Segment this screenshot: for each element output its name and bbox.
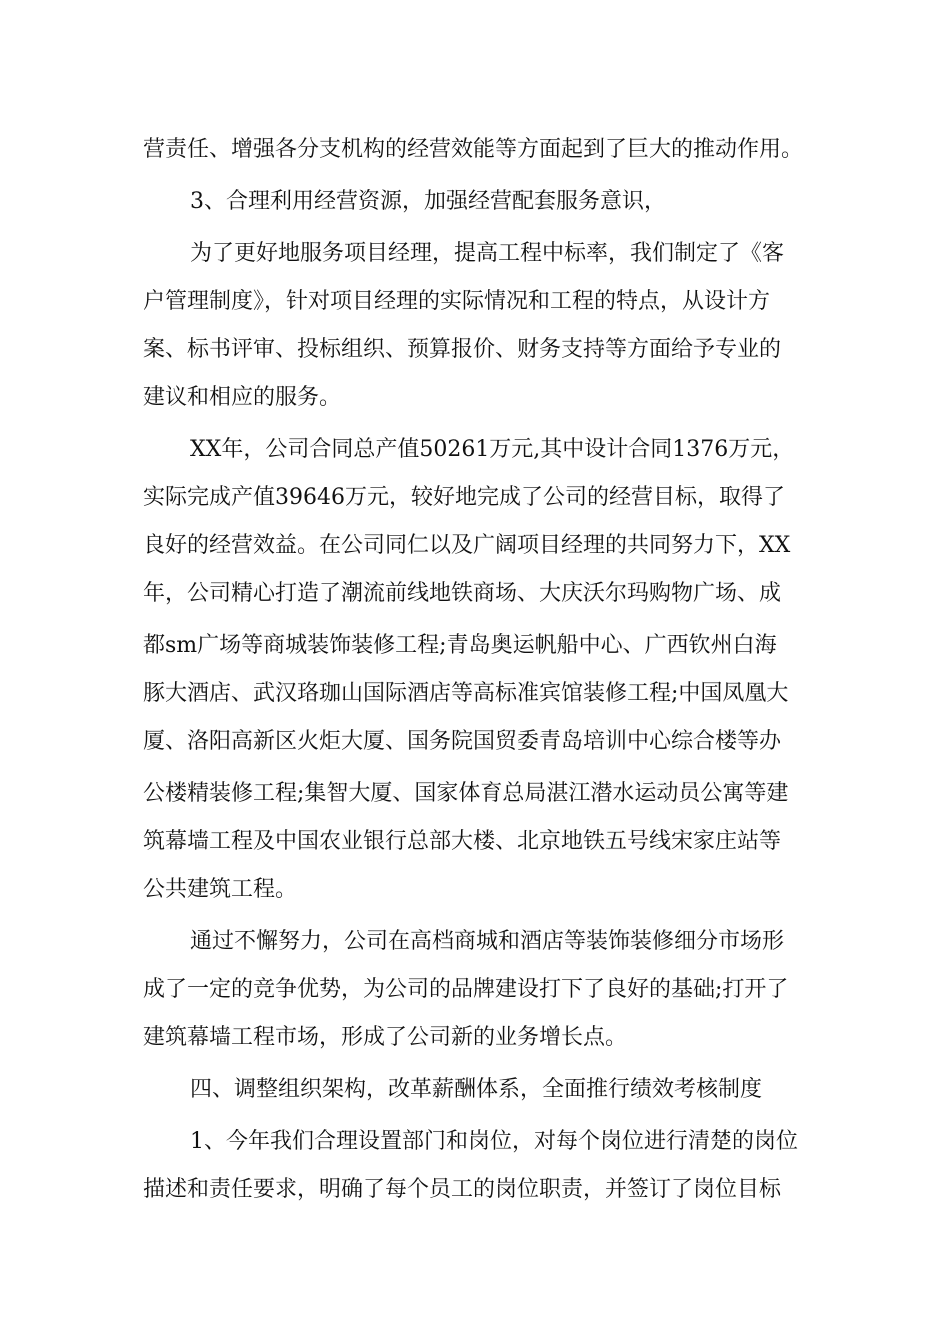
text-line: 实际完成产值39646万元，较好地完成了公司的经营目标，取得了 <box>143 485 785 510</box>
text-line: 公楼精装修工程;集智大厦、国家体育总局湛江潜水运动员公寓等建 <box>143 781 789 806</box>
text-line: 筑幕墙工程及中国农业银行总部大楼、北京地铁五号线宋家庄站等 <box>143 829 782 854</box>
text-line: 描述和责任要求，明确了每个员工的岗位职责，并签订了岗位目标 <box>143 1177 782 1202</box>
text-line: 建议和相应的服务。 <box>143 385 342 410</box>
text-line: 建筑幕墙工程市场，形成了公司新的业务增长点。 <box>143 1025 628 1050</box>
text-line: 成了一定的竞争优势，为公司的品牌建设打下了良好的基础;打开了 <box>143 977 789 1002</box>
text-line: 年，公司精心打造了潮流前线地铁商场、大庆沃尔玛购物广场、成 <box>143 581 782 606</box>
text-line: 为了更好地服务项目经理，提高工程中标率，我们制定了《客 <box>190 241 785 266</box>
text-line: 通过不懈努力，公司在高档商城和酒店等装饰装修细分市场形 <box>190 929 785 954</box>
text-line: 公共建筑工程。 <box>143 877 298 902</box>
text-line: 良好的经营效益。在公司同仁以及广阔项目经理的共同努力下，XX <box>143 533 791 558</box>
text-line: 都sm广场等商城装饰装修工程;青岛奥运帆船中心、广西钦州白海 <box>143 633 777 658</box>
text-line: 营责任、增强各分支机构的经营效能等方面起到了巨大的推动作用。 <box>143 137 804 162</box>
text-line: XX年，公司合同总产值50261万元,其中设计合同1376万元， <box>190 437 795 462</box>
text-line: 案、标书评审、投标组织、预算报价、财务支持等方面给予专业的 <box>143 337 782 362</box>
text-line: 豚大酒店、武汉珞珈山国际酒店等高标准宾馆装修工程;中国凤凰大 <box>143 681 789 706</box>
text-line: 3、合理利用经营资源，加强经营配套服务意识， <box>190 189 666 214</box>
text-line: 四、调整组织架构，改革薪酬体系，全面推行绩效考核制度 <box>190 1077 763 1102</box>
text-line: 1、今年我们合理设置部门和岗位，对每个岗位进行清楚的岗位 <box>190 1129 798 1154</box>
text-line: 户管理制度》，针对项目经理的实际情况和工程的特点，从设计方 <box>143 289 771 314</box>
text-line: 厦、洛阳高新区火炬大厦、国务院国贸委青岛培训中心综合楼等办 <box>143 729 782 754</box>
